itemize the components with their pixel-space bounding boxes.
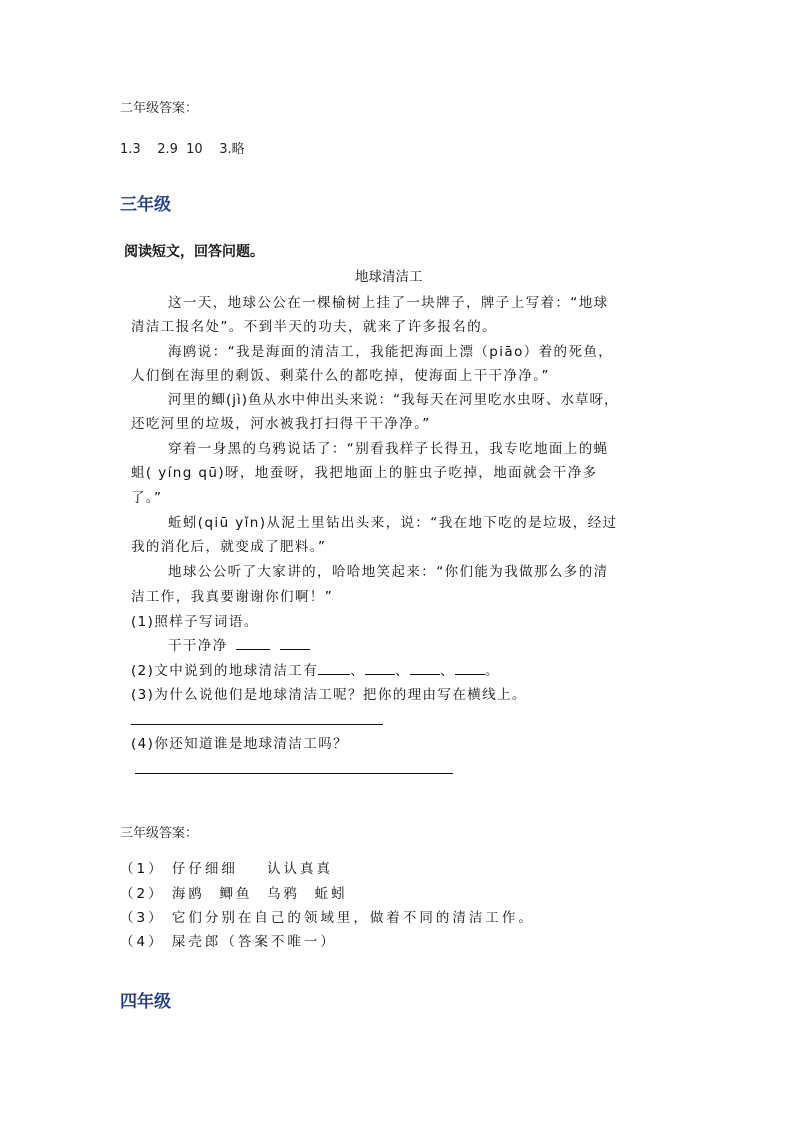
answer-blank[interactable] bbox=[410, 662, 440, 675]
question-1-example-row bbox=[168, 634, 310, 654]
question-1: (1)照样子写词语。 bbox=[131, 614, 259, 630]
separator: 、 bbox=[350, 663, 366, 679]
question-4: (4)你还知道谁是地球清洁工吗？ bbox=[131, 736, 349, 752]
passage-line: 蛆( yíng qū)呀，地蚕呀，我把地面上的脏虫子吃掉，地面就会干净多 bbox=[131, 465, 598, 481]
passage-line: 人们倒在海里的剩饭、剩菜什么的都吃掉，使海面上干干净净。” bbox=[131, 368, 550, 384]
separator: 、 bbox=[395, 663, 411, 679]
passage-line: 穿着一身黑的乌鸦说话了：“别看我样子长得丑，我专吃地面上的蝇 bbox=[168, 441, 609, 457]
answer-blank[interactable] bbox=[280, 637, 310, 650]
answer-blank[interactable] bbox=[365, 662, 395, 675]
grade3-answer-item: （1） 仔仔细细 认认真真 bbox=[120, 861, 334, 877]
question-2: (2)文中说到的地球清洁工有 bbox=[131, 663, 319, 679]
answer-line[interactable] bbox=[131, 724, 383, 725]
passage-line: 清洁工报名处”。不到半天的功夫，就来了许多报名的。 bbox=[131, 319, 497, 335]
answer-blank[interactable] bbox=[455, 662, 485, 675]
question-1-example: 干干净净 bbox=[168, 638, 228, 654]
question-2-end: 。 bbox=[484, 663, 500, 679]
grade2-answers-items: 1.3 2.9 10 3.略 bbox=[120, 142, 245, 157]
passage-line: 河里的鲫(jì)鱼从水中伸出头来说：“我每天在河里吃水虫呀、水草呀， bbox=[168, 392, 619, 408]
grade3-answers-label: 三年级答案： bbox=[120, 826, 199, 841]
reading-instruction: 阅读短文，回答问题。 bbox=[124, 244, 264, 260]
grade3-answer-item: （2） 海鸥 鲫鱼 乌鸦 蚯蚓 bbox=[120, 886, 348, 902]
passage-line: 还吃河里的垃圾，河水被我打扫得干干净净。” bbox=[131, 416, 431, 432]
passage-line: 这一天，地球公公在一棵榆树上挂了一块牌子，牌子上写着：“地球 bbox=[168, 295, 609, 311]
grade3-answer-item: （4） 屎壳郎（答案不唯一） bbox=[120, 934, 337, 950]
separator: 、 bbox=[440, 663, 455, 679]
grade4-heading: 四年级 bbox=[120, 992, 171, 1012]
grade2-answers-label: 二年级答案： bbox=[120, 101, 199, 116]
answer-blank[interactable] bbox=[318, 662, 350, 675]
passage-line: 地球公公听了大家讲的，哈哈地笑起来：“你们能为我做那么多的清 bbox=[168, 564, 609, 580]
answer-blank[interactable] bbox=[236, 637, 270, 650]
passage-line: 蚯蚓(qiū yǐn)从泥土里钻出头来，说：“我在地下吃的是垃圾，经过 bbox=[168, 515, 618, 531]
grade3-answer-item: （3） 它们分别在自己的领域里，做着不同的清洁工作。 bbox=[120, 910, 535, 926]
question-3: (3)为什么说他们是地球清洁工呢？把你的理由写在横线上。 bbox=[131, 687, 527, 703]
passage-line: 洁工作，我真要谢谢你们啊！” bbox=[131, 589, 334, 605]
answer-line[interactable] bbox=[135, 773, 453, 774]
question-2-row bbox=[131, 659, 500, 679]
grade3-heading: 三年级 bbox=[120, 195, 171, 215]
passage-line: 海鸥说：“我是海面的清洁工，我能把海面上漂（piāo）着的死鱼， bbox=[168, 344, 614, 360]
passage-title: 地球清洁工 bbox=[355, 269, 423, 285]
passage-line: 了。” bbox=[131, 490, 163, 506]
passage-line: 我的消化后，就变成了肥料。” bbox=[131, 539, 327, 555]
